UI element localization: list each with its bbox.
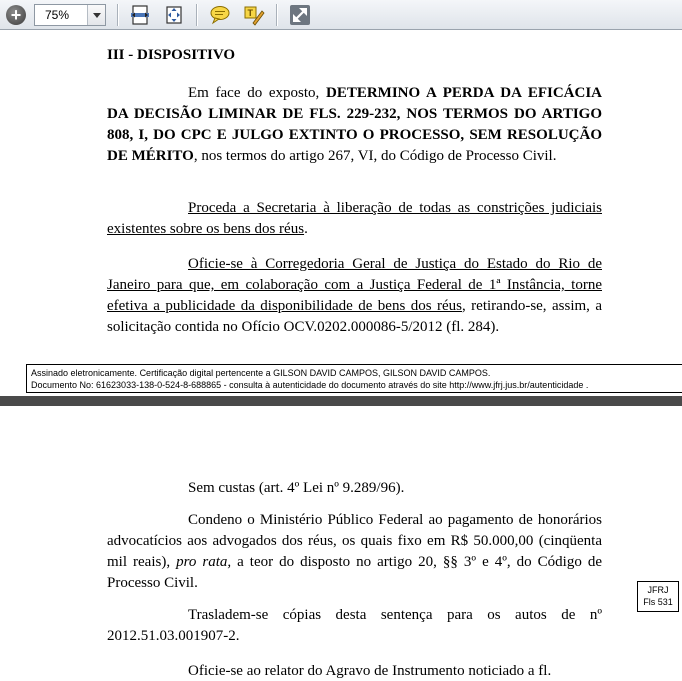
paragraph-honorarios: Condeno o Ministério Público Federal ao pagamento de honorários advocatícios aos advogados dos réus, os quais fixo em R$ 50.000,00 (cinqüenta mil reais), pro rata, a teor do disposto no artigo 20, §§ 3º e 4º, do Código de Processo Civil. [107, 512, 602, 591]
paragraph-traslado: Trasladem-se cópias desta sentença para os autos de nº 2012.51.03.001907-2. [107, 607, 602, 644]
toolbar-separator [117, 4, 118, 26]
highlight-text-icon [243, 4, 265, 26]
fit-page-button[interactable] [162, 3, 186, 27]
paragraph-liberacao: Proceda a Secretaria à liberação de todas as constrições judiciais existentes sobre os bens dos réus. [107, 200, 602, 237]
zoom-value[interactable]: 75% [45, 8, 70, 22]
highlight-text-button[interactable] [242, 3, 266, 27]
zoom-in-icon: + [6, 5, 26, 25]
paragraph-dispositivo: Em face do exposto, DETERMINO A PERDA DA EFICÁCIA DA DECISÃO LIMINAR DE FLS. 229-232, NOS TERMOS DO ARTIGO 808, I, DO CPC E JULGO EXTINTO O PROCESSO, SEM RESOLUÇÃO DE MÉRITO, nos termos do artigo 267, VI, do Código de Processo Civil. [107, 85, 602, 164]
toolbar-separator [276, 4, 277, 26]
full-screen-button[interactable] [288, 3, 312, 27]
chevron-down-icon [93, 13, 101, 18]
fit-width-icon [129, 4, 151, 26]
pdf-toolbar [0, 0, 682, 30]
comment-icon [209, 4, 231, 26]
ruling-bold-text: DETERMINO A PERDA DA EFICÁCIA DA DECISÃO LIMINAR DE FLS. 229-232, NOS TERMOS DO ARTIGO 808, I, DO CPC E JULGO EXTINTO O PROCESSO, SEM RESOLUÇÃO DE MÉRITO [107, 85, 602, 164]
paragraph-custas: Sem custas (art. 4º Lei nº 9.289/96). [188, 480, 405, 496]
digital-signature-box [26, 364, 682, 393]
page-separator [0, 396, 682, 406]
paragraph-oficio-corregedoria: Oficie-se à Corregedoria Geral de Justiça do Estado do Rio de Janeiro para que, em colaboração com a Justiça Federal de 1ª Instância, torne efetiva a publicidade da disponibilidade de bens dos réus, retirando-se, assim, a solicitação contida no Ofício OCV.0202.000086-5/2012 (fl. 284). [107, 256, 602, 335]
zoom-dropdown-button[interactable] [87, 5, 105, 25]
signature-line: Assinado eletronicamente. Certificação digital pertencente a GILSON DAVID CAMPOS, GILSON DAVID CAMPOS. [31, 368, 491, 378]
zoom-in-button[interactable] [4, 3, 28, 27]
document-page [0, 406, 682, 681]
document-number-line: Documento No: 61623033-138-0-524-8-688865 - consulta à autenticidade do documento através do site http://www.jfrj.jus.br/autenticidade . [31, 380, 589, 390]
document-page [0, 31, 682, 396]
paragraph-oficio-relator: Oficie-se ao relator do Agravo de Instrumento noticiado a fl. [188, 663, 552, 679]
toolbar-separator [196, 4, 197, 26]
svg-text:T: T [247, 8, 253, 18]
zoom-select[interactable] [34, 4, 106, 26]
page-stamp: JFRJ Fls 531 [637, 581, 679, 612]
fit-page-icon [163, 4, 185, 26]
expand-icon [289, 4, 311, 26]
section-heading: III - DISPOSITIVO [107, 47, 236, 63]
comment-button[interactable] [208, 3, 232, 27]
fit-width-button[interactable] [128, 3, 152, 27]
document-viewer[interactable] [0, 31, 682, 681]
